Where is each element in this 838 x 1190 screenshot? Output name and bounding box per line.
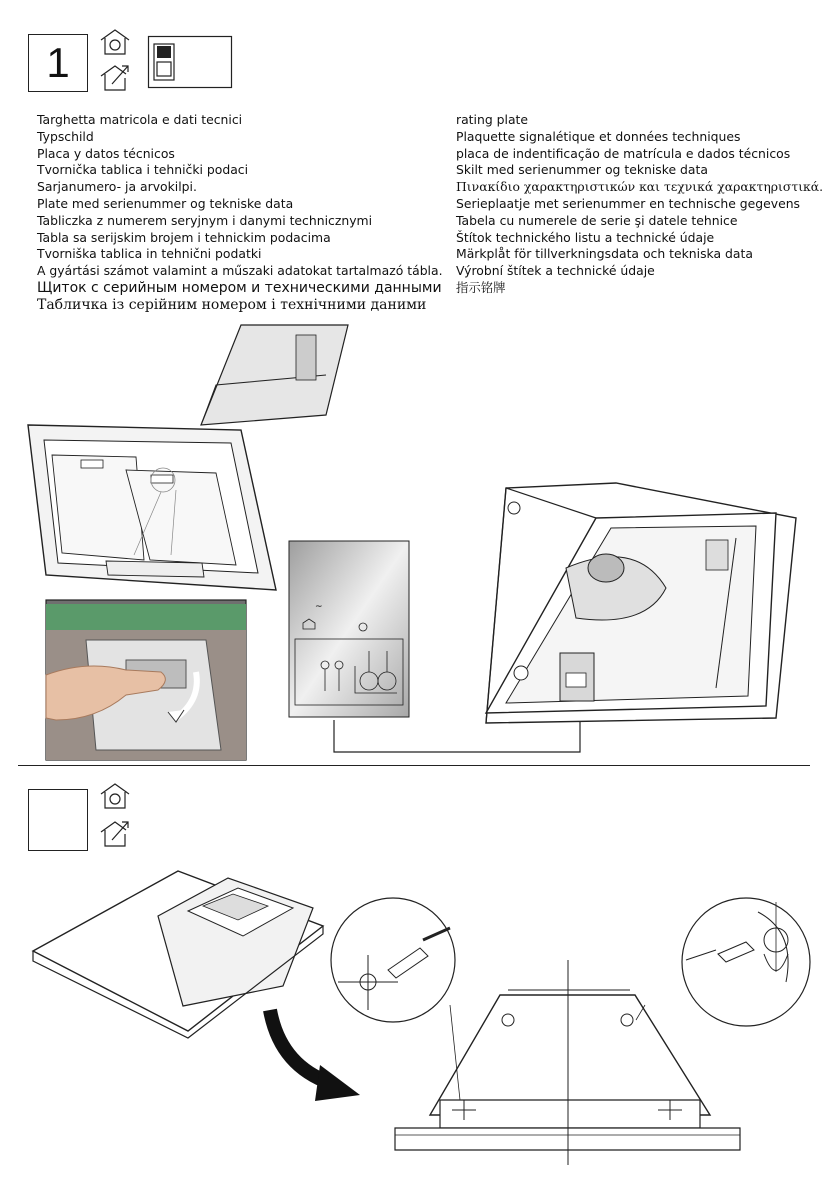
house-arrow-icon-2 (98, 818, 134, 848)
house-arrow-icon (98, 62, 134, 92)
label-chinese: 指示铭牌 (456, 279, 506, 295)
label-hungarian: A gyártási számot valamint a műszaki adatokat tartalmazó tábla. (37, 263, 443, 279)
filter-photo-inset (46, 600, 246, 760)
hood-underside-illustration (466, 478, 806, 728)
label-finnish: Sarjanumero- ja arvokilpi. (37, 179, 197, 195)
label-danish: Skilt med serienummer og tekniske data (456, 162, 708, 178)
house-rotate-icon-2 (98, 782, 132, 810)
label-spanish: Placa y datos técnicos (37, 145, 175, 161)
label-norwegian: Plate med serienummer og tekniske data (37, 195, 294, 211)
label-portuguese: placa de indentificação de matrícula e dados técnicos (456, 145, 791, 161)
label-croatian: Tvornička tablica i tehnički podaci (37, 162, 249, 178)
label-swedish: Märkplåt för tillverkningsdata och tekniska data (456, 246, 753, 262)
step-2-number-box (28, 789, 88, 851)
step-1-number: 1 (46, 39, 70, 86)
label-polish: Tabliczka z numerem seryjnym i danymi technicznymi (37, 212, 373, 228)
label-german: Typschild (37, 128, 94, 144)
label-french: Plaquette signalétique et données techniques (456, 128, 741, 144)
step-1-number-box (28, 34, 88, 92)
label-slovenian: Tvorniška tablica in tehnični podatki (37, 246, 262, 262)
rating-plate-icon (148, 36, 232, 88)
label-serbian: Tabla sa serijskim brojem i tehnickim podacima (37, 229, 331, 245)
label-dutch: Serieplaatje met serienummer en technische gegevens (456, 195, 801, 211)
section-divider (18, 765, 810, 766)
label-greek: Πινακίδιο χαρακτηριστικών και τεχνικά χαρακτηριστικά. (456, 179, 824, 195)
wiring-tilde-symbol: ~ (315, 602, 323, 612)
labels-left-column (37, 112, 443, 314)
label-italian: Targhetta matricola e dati tecnici (37, 112, 243, 127)
label-slovak: Štítok technického listu a technické údaje (456, 229, 715, 245)
wall-mounting-front-view (390, 960, 750, 1165)
wiring-diagram-panel (289, 541, 409, 717)
labels-right-column (456, 112, 823, 297)
house-rotate-icon (98, 28, 132, 56)
label-english: rating plate (456, 112, 529, 127)
label-romanian: Tabela cu numerele de serie şi datele tehnice (456, 212, 738, 228)
label-ukrainian: Табличка із серійним номером і технічними даними (37, 296, 427, 313)
label-russian: Щиток с серийным номером и техническими данными (37, 279, 442, 296)
hood-front-illustration (26, 305, 326, 595)
label-czech: Výrobní štítek a technické údaje (456, 263, 655, 279)
